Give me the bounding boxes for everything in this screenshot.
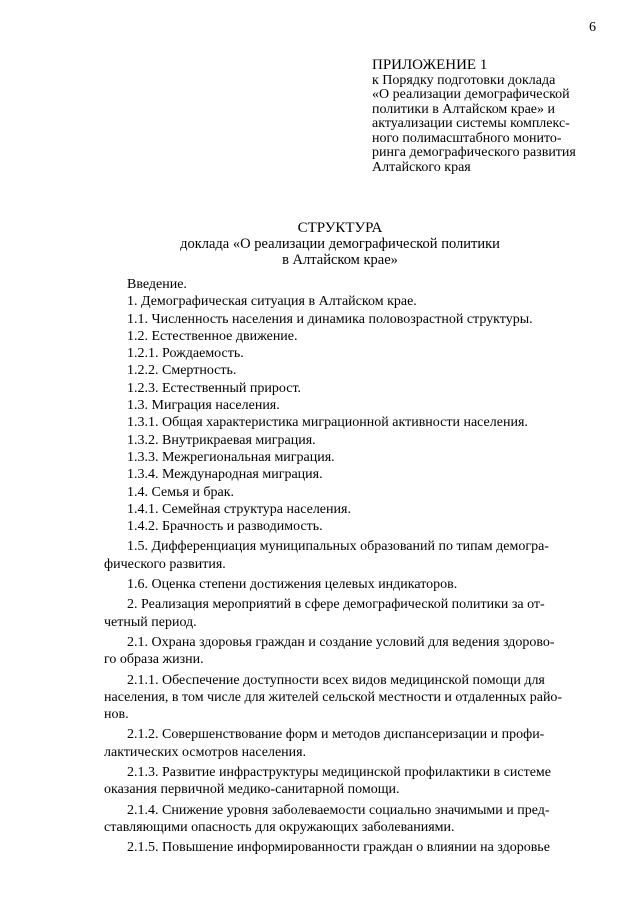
toc-paragraph-line: 2.1.2. Совершенствование форм и методов диспансеризации и профи- xyxy=(127,727,545,743)
toc-paragraph-line: 2.1.1. Обеспечение доступности всех видов медицинской помощи для xyxy=(127,672,545,688)
toc-paragraph xyxy=(104,634,600,669)
toc-item: 1.2.1. Рождаемость. xyxy=(127,346,244,362)
toc-item: 1.4.2. Брачность и разводимость. xyxy=(127,519,323,535)
appendix-line: политики в Алтайском крае» и xyxy=(372,101,556,117)
toc-item: 1.3.4. Международная миграция. xyxy=(127,467,323,483)
toc-item: Введение. xyxy=(127,277,187,292)
appendix-line: к Порядку подготовки доклада xyxy=(372,72,556,88)
appendix-text xyxy=(372,74,600,176)
toc-paragraph xyxy=(104,672,600,724)
toc-paragraph-line: 1.5. Дифференциация муниципальных образований по типам демогра- xyxy=(127,539,549,555)
toc-paragraph xyxy=(104,764,600,799)
toc-paragraph xyxy=(104,538,600,573)
document-heading xyxy=(130,220,550,268)
toc-item: 1.4.1. Семейная структура населения. xyxy=(127,501,351,517)
toc-paragraph-line: го образа жизни. xyxy=(104,652,204,668)
toc-item: 1.3.2. Внутрикраевая миграция. xyxy=(127,432,316,448)
toc-item: 1.4. Семья и брак. xyxy=(127,484,235,500)
toc-paragraph-line: 2.1.3. Развитие инфраструктуры медицинской профилактики в системе xyxy=(127,765,551,781)
toc-paragraph-line: фического развития. xyxy=(104,556,226,572)
toc-paragraph-line: 2.1. Охрана здоровья граждан и создание условий для ведения здорово- xyxy=(127,634,555,650)
toc-item: 1.2.2. Смертность. xyxy=(127,363,237,379)
toc-paragraph xyxy=(104,726,600,761)
toc-paragraph-line: 1.6. Оценка степени достижения целевых индикаторов. xyxy=(127,577,458,593)
toc xyxy=(104,276,600,857)
toc-paragraph xyxy=(104,802,600,837)
heading-title: СТРУКТУРА xyxy=(297,220,383,236)
toc-item: 1.3. Миграция населения. xyxy=(127,398,280,414)
toc-paragraph-line: ставляющими опасность для окружающих заболеваниями. xyxy=(104,819,455,835)
toc-item: 1.3.3. Межрегиональная миграция. xyxy=(127,449,335,465)
appendix-line: Алтайского края xyxy=(372,159,471,175)
appendix-line: ринга демографического развития xyxy=(372,145,576,160)
toc-paragraph-line: оказания первичной медико-санитарной помощи. xyxy=(104,782,400,798)
page-number: 6 xyxy=(589,20,596,35)
toc-item: 1.3.1. Общая характеристика миграционной активности населения. xyxy=(127,415,528,431)
appendix-line: ного полимасштабного монито- xyxy=(372,130,562,146)
toc-paragraph-line: лактических осмотров населения. xyxy=(104,744,307,760)
toc-paragraph-line: нов. xyxy=(104,707,129,723)
toc-paragraph-line: четный период. xyxy=(104,614,197,630)
toc-paragraph xyxy=(104,576,600,593)
toc-item: 1.2. Естественное движение. xyxy=(127,328,298,344)
toc-paragraph-line: населения, в том числе для жителей сельской местности и отдаленных райо- xyxy=(104,689,563,705)
heading-line-2: доклада «О реализации демографической политики xyxy=(180,236,500,252)
appendix-title: ПРИЛОЖЕНИЕ 1 xyxy=(372,57,488,73)
toc-item: 1. Демографическая ситуация в Алтайском крае. xyxy=(127,294,417,310)
toc-item: 1.1. Численность населения и динамика половозрастной структуры. xyxy=(127,311,533,327)
toc-paragraph-line: 2.1.5. Повышение информированности граждан о влиянии на здоровье xyxy=(127,840,550,856)
toc-item: 1.2.3. Естественный прирост. xyxy=(127,380,302,396)
toc-paragraph xyxy=(104,839,600,856)
appendix-line: актуализации системы комплекс- xyxy=(372,116,570,131)
toc-paragraph-line: 2.1.4. Снижение уровня заболеваемости социально значимыми и пред- xyxy=(127,802,550,818)
appendix-line: «О реализации демографической xyxy=(372,87,570,102)
toc-paragraph xyxy=(104,596,600,631)
toc-paragraph-line: 2. Реализация мероприятий в сфере демографической политики за от- xyxy=(127,597,545,613)
appendix-block xyxy=(372,58,600,175)
heading-line-3: в Алтайском крае» xyxy=(282,252,398,268)
